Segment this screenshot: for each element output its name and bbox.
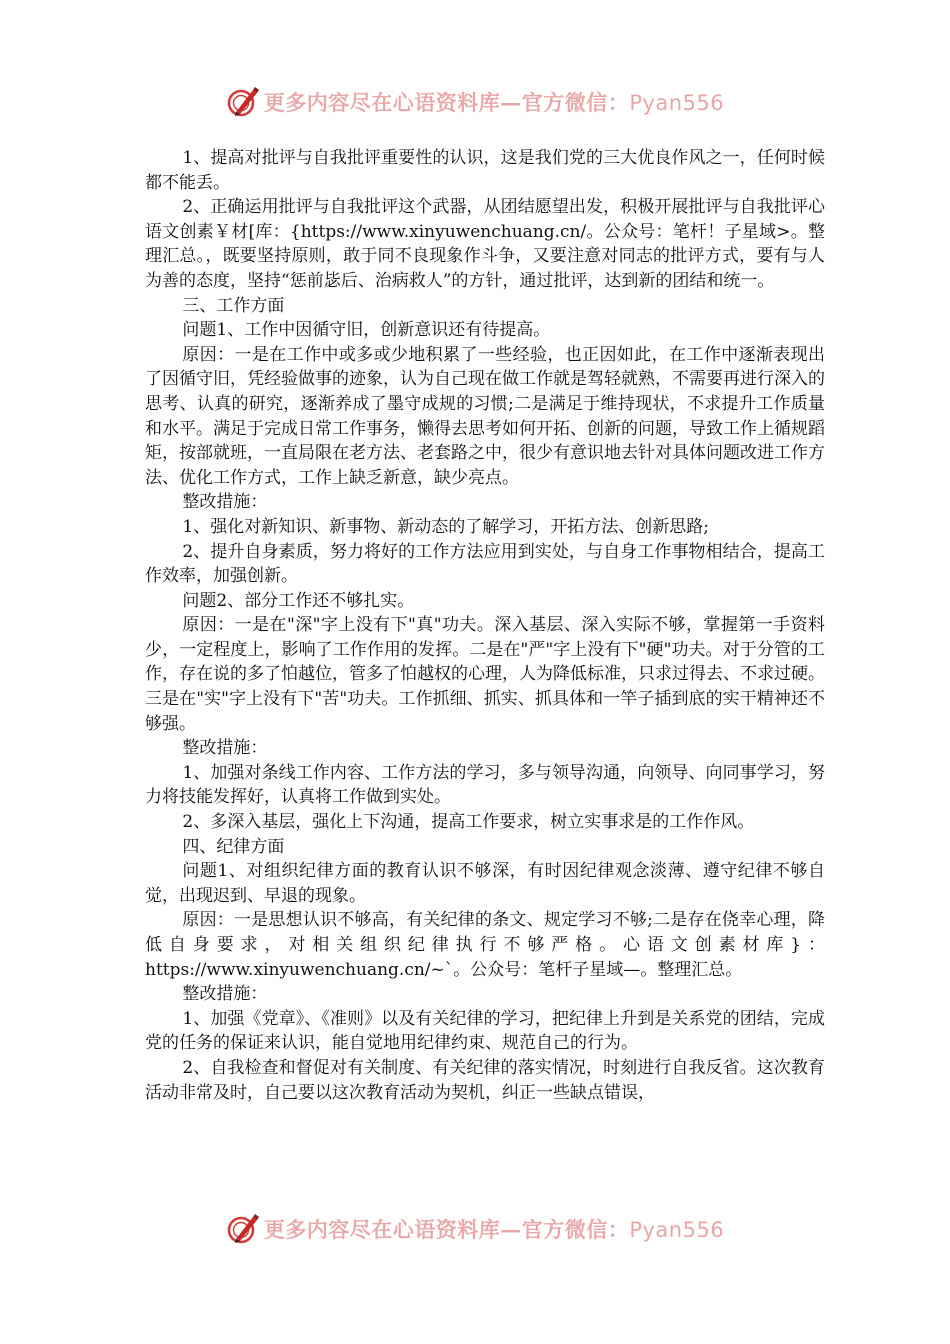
paragraph: 2、提升自身素质，努力将好的工作方法应用到实处，与自身工作事物相结合，提高工作效率，加强创新。 — [145, 541, 825, 587]
pen-circle-logo-icon — [226, 1212, 260, 1246]
header-banner — [0, 82, 950, 122]
paragraph: 1、强化对新知识、新事物、新动态的了解学习，开拓方法、创新思路; — [182, 516, 709, 537]
measures-heading: 整改措施： — [182, 738, 268, 759]
paragraph: 2、多深入基层，强化上下沟通，提高工作要求，树立实事求是的工作作风。 — [182, 812, 755, 833]
banner-label: 更多内容尽在心语资料库—官方微信： — [263, 90, 630, 115]
measures-heading: 整改措施： — [182, 492, 268, 513]
banner-text — [264, 1214, 724, 1244]
problem-heading: 问题2、部分工作还不够扎实。 — [182, 590, 415, 611]
paragraph: 1、提高对批评与自我批评重要性的认识，这是我们党的三大优良作风之一，任何时候都不能丢。 — [145, 148, 825, 193]
paragraph: 1、加强《党章》、《准则》以及有关纪律的学习，把纪律上升到是关系党的团结，完成党的任务的保证来认识，能自觉地用纪律约束、规范自己的行为。 — [145, 1008, 825, 1054]
paragraph: 2、正确运用批评与自我批评这个武器，从团结愿望出发，积极开展批评与自我批评心语文创素￥材[库：{https://www.xinyuwenchuang.cn/。公众号：笔杆！子星域>。整理汇总。，既要坚持原则，敢于同不良现象作斗争，又要注意对同志的批评方式，要有与人为善的态度，坚持“惩前毖后、治病救人”的方针，通过批评，达到新的团结和统一。 — [145, 197, 825, 291]
paragraph: 原因：一是在工作中或多或少地积累了一些经验，也正因如此，在工作中逐渐表现出了因循守旧，凭经验做事的迹象，认为自己现在做工作就是驾轻就熟，不需要再进行深入的思考、认真的研究，逐渐养成了墨守成规的习惯;二是满足于维持现状，不求提升工作质量和水平。满足于完成日常工作事务，懒得去思考如何开拓、创新的问题，导致工作上循规蹈矩，按部就班，一直局限在老方法、老套路之中，很少有意识地去针对具体问题改进工作方法、优化工作方式，工作上缺乏新意，缺少亮点。 — [145, 344, 825, 488]
paragraph: 2、自我检查和督促对有关制度、有关纪律的落实情况，时刻进行自我反省。这次教育活动非常及时，自己要以这次教育活动为契机，纠正一些缺点错误， — [145, 1057, 825, 1103]
measures-heading: 整改措施： — [182, 984, 268, 1005]
banner-label: 更多内容尽在心语资料库—官方微信： — [263, 1217, 630, 1242]
problem-heading: 问题1、对组织纪律方面的教育认识不够深，有时因纪律观念淡薄、遵守纪律不够自觉，出现迟到、早退的现象。 — [145, 861, 825, 906]
section-heading: 三、工作方面 — [182, 295, 285, 316]
paragraph: 1、加强对条线工作内容、工作方法的学习，多与领导沟通，向领导、向同事学习，努力将技能发挥好，认真将工作做到实处。 — [145, 762, 825, 808]
pen-circle-logo-icon — [226, 85, 260, 119]
banner-text — [264, 87, 724, 117]
paragraph: 原因：一是思想认识不够高，有关纪律的条文、规定学习不够;二是存在侥幸心理，降低自身要求，对相关组织纪律执行不够严格。心语文创素材库}：https://www.xinyuwenchuang.cn/~`。公众号：笔杆子星域—。整理汇总。 — [145, 910, 825, 980]
problem-heading: 问题1、工作中因循守旧，创新意识还有待提高。 — [182, 320, 551, 341]
banner-wechat-id: Pyan556 — [629, 1218, 725, 1242]
banner-wechat-id: Pyan556 — [629, 91, 725, 115]
document-body — [145, 146, 825, 1105]
section-heading: 四、纪律方面 — [182, 836, 285, 857]
paragraph: 原因：一是在"深"字上没有下"真"功夫。深入基层、深入实际不够，掌握第一手资料少，一定程度上，影响了工作作用的发挥。二是在"严"字上没有下"硬"功夫。对于分管的工作，存在说的多了怕越位，管多了怕越权的心理，人为降低标准，只求过得去、不求过硬。三是在"实"字上没有下"苦"功夫。工作抓细、抓实、抓具体和一竿子插到底的实干精神还不够强。 — [145, 615, 825, 734]
footer-banner — [0, 1209, 950, 1249]
